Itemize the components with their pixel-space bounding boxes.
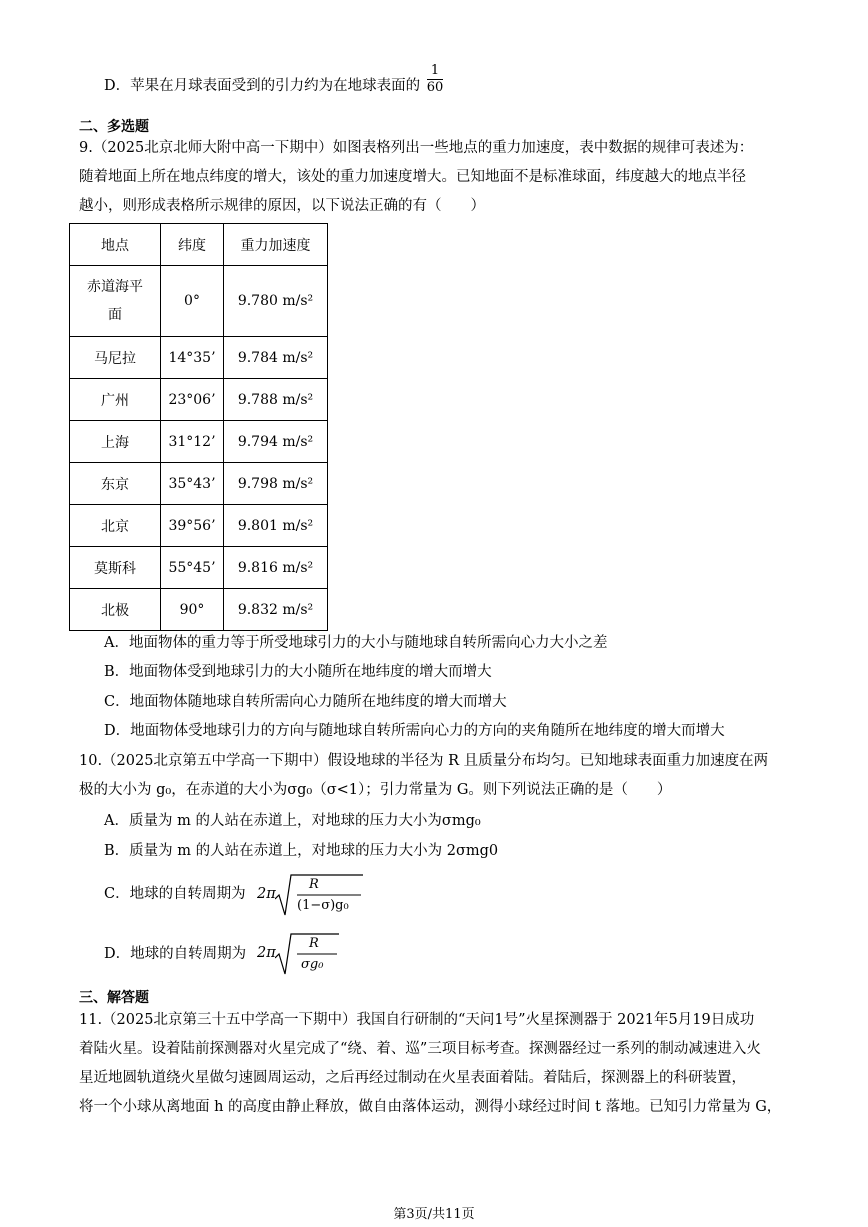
header-latitude: 纬度 (161, 224, 224, 266)
cell-location: 北京 (70, 505, 161, 547)
header-location: 地点 (70, 224, 161, 266)
cell-latitude: 55°45’ (161, 547, 224, 589)
cell-latitude: 39°56’ (161, 505, 224, 547)
table-row (70, 266, 328, 337)
q10-option-d: D．地球的自转周期为 (104, 946, 247, 962)
q11-line4: 将一个小球从离地面 h 的高度由静止释放，做自由落体运动，测得小球经过时间 t 落地。已知引力常量为 G， (79, 1099, 782, 1115)
header-gravity: 重力加速度 (224, 224, 328, 266)
cell-latitude: 90° (161, 589, 224, 631)
q9-option-a: A．地面物体的重力等于所受地球引力的大小与随地球自转所需向心力大小之差 (104, 635, 608, 651)
q10-option-b: B．质量为 m 的人站在赤道上，对地球的压力大小为 2σmg0 (104, 843, 499, 859)
cell-gravity: 9.788 m/s² (224, 379, 328, 421)
cell-gravity: 9.784 m/s² (224, 337, 328, 379)
q9-stem-line1: 9.（2025北京北师大附中高一下期中）如图表格列出一些地点的重力加速度，表中数据的规律可表述为： (79, 140, 754, 156)
q9-option-c: C．地面物体随地球自转所需向心力随所在地纬度的增大而增大 (104, 694, 507, 710)
two-pi: 2π (257, 886, 276, 902)
table-row (70, 421, 328, 463)
table-row (70, 463, 328, 505)
cell-location: 东京 (70, 463, 161, 505)
cell-latitude: 35°43’ (161, 463, 224, 505)
section-multi-choice-title: 二、多选题 (79, 119, 149, 135)
q11-line2: 着陆火星。设着陆前探测器对火星完成了“绕、着、巡”三项目标考查。探测器经过一系列的制动减速进入火 (79, 1041, 761, 1057)
cell-location: 马尼拉 (70, 337, 161, 379)
formula-d-numerator: R (309, 936, 319, 951)
cell-location: 赤道海平面 (70, 266, 161, 337)
table-row (70, 379, 328, 421)
q9-stem-line2: 随着地面上所在地点纬度的增大，该处的重力加速度增大。已知地面不是标准球面，纬度越大的地点半径 (79, 169, 746, 185)
formula-c-denominator: (1−σ)g₀ (297, 898, 349, 913)
cell-location: 上海 (70, 421, 161, 463)
cell-latitude: 31°12’ (161, 421, 224, 463)
q9-stem-line3: 越小，则形成表格所示规律的原因，以下说法正确的有（ ） (79, 198, 485, 214)
q9-option-d: D．地面物体受地球引力的方向与随地球自转所需向心力的方向的夹角随所在地纬度的增大而增大 (104, 723, 725, 739)
table-row (70, 337, 328, 379)
q10-option-a: A．质量为 m 的人站在赤道上，对地球的压力大小为σmg₀ (104, 813, 481, 829)
q10-stem-line1: 10.（2025北京第五中学高一下期中）假设地球的半径为 R 且质量分布均匀。已知地球表面重力加速度在两 (79, 753, 769, 769)
q8-option-d-text: D．苹果在月球表面受到的引力约为在地球表面的 (104, 78, 421, 94)
formula-d-denominator: σg₀ (301, 957, 324, 972)
table-row (70, 589, 328, 631)
q10-stem-line2: 极的大小为 g₀，在赤道的大小为σg₀（σ<1）；引力常量为 G。则下列说法正确的是（ ） (79, 782, 672, 798)
q11-line1: 11.（2025北京第三十五中学高一下期中）我国自行研制的“天问1号”火星探测器于 2021年5月19日成功 (79, 1012, 755, 1028)
page-number: 第3页/共11页 (393, 1207, 475, 1222)
table-row (70, 547, 328, 589)
cell-gravity: 9.816 m/s² (224, 547, 328, 589)
formula-c-numerator: R (309, 877, 319, 892)
cell-gravity: 9.832 m/s² (224, 589, 328, 631)
q8-option-d (104, 62, 444, 96)
cell-latitude: 14°35’ (161, 337, 224, 379)
table-row (70, 505, 328, 547)
q11-line3: 星近地圆轨道绕火星做匀速圆周运动，之后再经过制动在火星表面着陆。着陆后，探测器上的科研装置， (79, 1070, 746, 1086)
section-answer-title: 三、解答题 (79, 990, 149, 1006)
cell-location: 北极 (70, 589, 161, 631)
table-header-row (70, 224, 328, 266)
cell-gravity: 9.794 m/s² (224, 421, 328, 463)
cell-gravity: 9.801 m/s² (224, 505, 328, 547)
cell-latitude: 23°06’ (161, 379, 224, 421)
cell-latitude: 0° (161, 266, 224, 337)
cell-gravity: 9.780 m/s² (224, 266, 328, 337)
q10-option-c: C．地球的自转周期为 (104, 886, 246, 902)
cell-gravity: 9.798 m/s² (224, 463, 328, 505)
cell-location: 莫斯科 (70, 547, 161, 589)
gravity-table (69, 223, 328, 631)
cell-location: 广州 (70, 379, 161, 421)
two-pi: 2π (257, 945, 276, 961)
q9-option-b: B．地面物体受到地球引力的大小随所在地纬度的增大而增大 (104, 664, 492, 680)
fraction-one-sixtieth: $\frac{1}{60}$ (426, 62, 444, 95)
